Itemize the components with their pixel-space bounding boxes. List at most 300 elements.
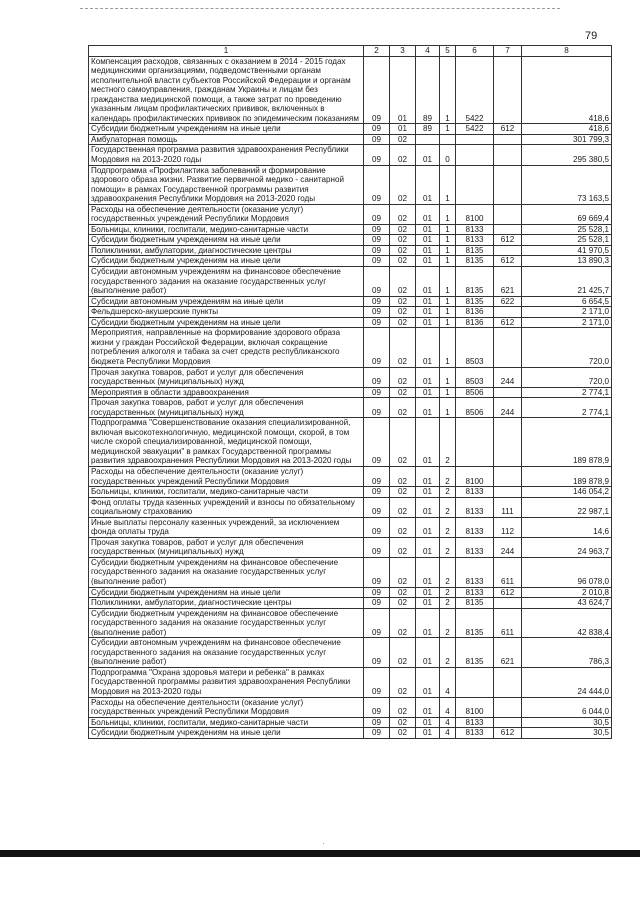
subsection-code: 02 [390, 387, 416, 398]
subprogram-code: 1 [440, 328, 456, 367]
item-name: Прочая закупка товаров, работ и услуг для обеспечения государственных (муниципальных) нужд [89, 537, 364, 557]
subsection-code: 02 [390, 608, 416, 638]
amount: 2 171,0 [522, 307, 612, 318]
target-article-code: 8133 [456, 517, 494, 537]
target-article-code: 8135 [456, 245, 494, 256]
target-article-code: 8135 [456, 256, 494, 267]
table-row [89, 517, 612, 537]
subsection-code: 02 [390, 224, 416, 235]
target-article-code: 8133 [456, 557, 494, 587]
target-article-code [456, 145, 494, 165]
target-article-code: 5422 [456, 56, 494, 124]
program-code: 01 [416, 497, 440, 517]
table-row [89, 638, 612, 668]
header-cell: 4 [416, 46, 440, 57]
budget-table [88, 45, 612, 739]
amount: 720,0 [522, 328, 612, 367]
table-row [89, 557, 612, 587]
item-name: Субсидии бюджетным учреждениям на иные цели [89, 587, 364, 598]
item-name: Фонд оплаты труда казенных учреждений и взносы по обязательному социальному страхованию [89, 497, 364, 517]
item-name: Субсидии бюджетным учреждениям на финансовое обеспечение государственного задания на оказание государственных услуг (выполнение работ) [89, 557, 364, 587]
section-code: 09 [364, 728, 390, 739]
amount: 24 444,0 [522, 667, 612, 697]
program-code: 01 [416, 367, 440, 387]
expense-type-code [494, 487, 522, 498]
target-article-code: 8133 [456, 224, 494, 235]
program-code: 01 [416, 145, 440, 165]
program-code: 01 [416, 667, 440, 697]
subsection-code: 02 [390, 697, 416, 717]
subsection-code: 02 [390, 165, 416, 204]
table-row [89, 387, 612, 398]
table-row [89, 598, 612, 609]
subsection-code: 02 [390, 667, 416, 697]
expense-type-code: 612 [494, 235, 522, 246]
subsection-code: 01 [390, 56, 416, 124]
target-article-code [456, 165, 494, 204]
expense-type-code: 612 [494, 587, 522, 598]
table-row [89, 224, 612, 235]
header-cell: 2 [364, 46, 390, 57]
subsection-code: 02 [390, 328, 416, 367]
subprogram-code: 2 [440, 418, 456, 467]
subprogram-code: 4 [440, 667, 456, 697]
target-article-code: 8135 [456, 608, 494, 638]
subprogram-code: 1 [440, 256, 456, 267]
subprogram-code: 2 [440, 537, 456, 557]
item-name: Субсидии автономным учреждениям на финансовое обеспечение государственного задания на оказание государственных услуг (выполнение работ) [89, 267, 364, 297]
section-code: 09 [364, 267, 390, 297]
expense-type-code [494, 418, 522, 467]
subprogram-code: 1 [440, 245, 456, 256]
amount: 301 799,3 [522, 134, 612, 145]
section-code: 09 [364, 134, 390, 145]
expense-type-code: 244 [494, 537, 522, 557]
item-name: Расходы на обеспечение деятельности (оказание услуг) государственных учреждений Республики Мордовия [89, 697, 364, 717]
program-code: 01 [416, 328, 440, 367]
amount: 25 528,1 [522, 224, 612, 235]
item-name: Поликлиники, амбулатории, диагностические центры [89, 245, 364, 256]
target-article-code: 8100 [456, 204, 494, 224]
expense-type-code: 621 [494, 638, 522, 668]
item-name: Компенсация расходов, связанных с оказанием в 2014 - 2015 годах медицинскими организациями, подведомственными органам исполнительной власти субъектов Российской Федерации и органам местного самоуправления, гражданам Украины и лицам без гражданства медицинской помощи, а также затрат по проведению указанным лицам профилактических прививок, включенных в календарь профилактических прививок по эпидемическим показаниям [89, 56, 364, 124]
section-code: 09 [364, 56, 390, 124]
expense-type-code: 244 [494, 398, 522, 418]
target-article-code: 8506 [456, 387, 494, 398]
bottom-scan-bar [0, 850, 640, 857]
expense-type-code [494, 145, 522, 165]
subsection-code: 02 [390, 317, 416, 328]
table-row [89, 165, 612, 204]
subsection-code: 02 [390, 134, 416, 145]
subsection-code: 02 [390, 717, 416, 728]
section-code: 09 [364, 557, 390, 587]
section-code: 09 [364, 717, 390, 728]
expense-type-code [494, 598, 522, 609]
subprogram-code: 2 [440, 497, 456, 517]
program-code: 01 [416, 267, 440, 297]
expense-type-code: 612 [494, 317, 522, 328]
section-code: 09 [364, 418, 390, 467]
section-code: 09 [364, 235, 390, 246]
expense-type-code [494, 165, 522, 204]
item-name: Мероприятия, направленные на формирование здорового образа жизни у граждан Российской Федерации, включая сокращение потребления алкоголя и табака за счет средств республиканского бюджета Республики Мордовия [89, 328, 364, 367]
expense-type-code [494, 245, 522, 256]
table-row [89, 367, 612, 387]
subsection-code: 02 [390, 466, 416, 486]
target-article-code: 8133 [456, 717, 494, 728]
program-code: 01 [416, 387, 440, 398]
amount: 189 878,9 [522, 466, 612, 486]
target-article-code: 8135 [456, 267, 494, 297]
expense-type-code: 612 [494, 124, 522, 135]
target-article-code: 8503 [456, 328, 494, 367]
amount: 418,6 [522, 56, 612, 124]
program-code: 01 [416, 245, 440, 256]
table-row [89, 717, 612, 728]
subprogram-code: 0 [440, 145, 456, 165]
subprogram-code: 1 [440, 267, 456, 297]
target-article-code: 5422 [456, 124, 494, 135]
table-row [89, 667, 612, 697]
amount: 69 669,4 [522, 204, 612, 224]
expense-type-code: 611 [494, 557, 522, 587]
amount: 24 963,7 [522, 537, 612, 557]
subsection-code: 02 [390, 235, 416, 246]
subsection-code: 02 [390, 517, 416, 537]
subprogram-code: 1 [440, 367, 456, 387]
subsection-code: 02 [390, 307, 416, 318]
target-article-code: 8135 [456, 598, 494, 609]
program-code: 01 [416, 638, 440, 668]
table-row [89, 256, 612, 267]
amount: 14,6 [522, 517, 612, 537]
header-cell: 6 [456, 46, 494, 57]
program-code: 01 [416, 728, 440, 739]
item-name: Подпрограмма "Охрана здоровья матери и ребенка" в рамках Государственной программы развития здравоохранения Республики Мордовия на 2013-2020 годы [89, 667, 364, 697]
expense-type-code: 621 [494, 267, 522, 297]
program-code: 01 [416, 608, 440, 638]
expense-type-code [494, 328, 522, 367]
subprogram-code: 2 [440, 608, 456, 638]
expense-type-code [494, 667, 522, 697]
item-name: Больницы, клиники, госпитали, медико-санитарные части [89, 224, 364, 235]
target-article-code [456, 134, 494, 145]
header-cell: 3 [390, 46, 416, 57]
table-row [89, 317, 612, 328]
amount: 13 890,3 [522, 256, 612, 267]
subprogram-code: 1 [440, 307, 456, 318]
subsection-code: 02 [390, 557, 416, 587]
target-article-code: 8133 [456, 497, 494, 517]
expense-type-code: 612 [494, 256, 522, 267]
section-code: 09 [364, 387, 390, 398]
subprogram-code: 1 [440, 296, 456, 307]
section-code: 09 [364, 256, 390, 267]
program-code: 01 [416, 204, 440, 224]
item-name: Больницы, клиники, госпитали, медико-санитарные части [89, 487, 364, 498]
table-row [89, 608, 612, 638]
expense-type-code [494, 717, 522, 728]
amount: 295 380,5 [522, 145, 612, 165]
target-article-code [456, 667, 494, 697]
target-article-code: 8133 [456, 487, 494, 498]
amount: 6 044,0 [522, 697, 612, 717]
section-code: 09 [364, 398, 390, 418]
subprogram-code: 2 [440, 517, 456, 537]
table-row [89, 267, 612, 297]
amount: 418,6 [522, 124, 612, 135]
table-row [89, 418, 612, 467]
amount: 25 528,1 [522, 235, 612, 246]
program-code: 01 [416, 517, 440, 537]
amount: 6 654,5 [522, 296, 612, 307]
table-body [89, 56, 612, 738]
section-code: 09 [364, 517, 390, 537]
subprogram-code: 1 [440, 165, 456, 204]
amount: 2 171,0 [522, 317, 612, 328]
subprogram-code: 2 [440, 487, 456, 498]
amount: 720,0 [522, 367, 612, 387]
table-row [89, 398, 612, 418]
subprogram-code: 1 [440, 317, 456, 328]
amount: 30,5 [522, 717, 612, 728]
subsection-code: 01 [390, 124, 416, 135]
program-code: 01 [416, 296, 440, 307]
subprogram-code: 1 [440, 387, 456, 398]
amount: 96 078,0 [522, 557, 612, 587]
subprogram-code: 2 [440, 557, 456, 587]
subprogram-code [440, 134, 456, 145]
table-row [89, 537, 612, 557]
table-row [89, 697, 612, 717]
expense-type-code: 111 [494, 497, 522, 517]
program-code: 01 [416, 418, 440, 467]
section-code: 09 [364, 487, 390, 498]
section-code: 09 [364, 224, 390, 235]
item-name: Мероприятия в области здравоохранения [89, 387, 364, 398]
program-code: 01 [416, 587, 440, 598]
program-code: 01 [416, 466, 440, 486]
subsection-code: 02 [390, 398, 416, 418]
subsection-code: 02 [390, 145, 416, 165]
amount: 2 774,1 [522, 387, 612, 398]
table-row [89, 56, 612, 124]
top-scan-line [80, 8, 560, 9]
item-name: Субсидии бюджетным учреждениям на иные цели [89, 235, 364, 246]
subsection-code: 02 [390, 256, 416, 267]
program-code: 01 [416, 598, 440, 609]
amount: 146 054,2 [522, 487, 612, 498]
target-article-code: 8136 [456, 317, 494, 328]
table-row [89, 245, 612, 256]
program-code: 01 [416, 307, 440, 318]
target-article-code: 8506 [456, 398, 494, 418]
table-row [89, 587, 612, 598]
amount: 43 624,7 [522, 598, 612, 609]
program-code: 01 [416, 165, 440, 204]
subsection-code: 02 [390, 728, 416, 739]
expense-type-code: 112 [494, 517, 522, 537]
item-name: Фельдшерско-акушерские пункты [89, 307, 364, 318]
section-code: 09 [364, 466, 390, 486]
program-code: 89 [416, 56, 440, 124]
expense-type-code [494, 224, 522, 235]
target-article-code: 8133 [456, 235, 494, 246]
section-code: 09 [364, 497, 390, 517]
section-code: 09 [364, 296, 390, 307]
expense-type-code [494, 134, 522, 145]
section-code: 09 [364, 307, 390, 318]
header-cell: 1 [89, 46, 364, 57]
target-article-code [456, 418, 494, 467]
target-article-code: 8100 [456, 466, 494, 486]
target-article-code: 8133 [456, 728, 494, 739]
subprogram-code: 2 [440, 638, 456, 668]
item-name: Иные выплаты персоналу казенных учреждений, за исключением фонда оплаты труда [89, 517, 364, 537]
subprogram-code: 1 [440, 124, 456, 135]
subprogram-code: 4 [440, 697, 456, 717]
subprogram-code: 2 [440, 587, 456, 598]
subsection-code: 02 [390, 296, 416, 307]
item-name: Подпрограмма "Совершенствование оказания специализированной, включая высокотехнологичную, медицинской помощи, скорой, в том числе скорой специализированной, медицинской помощи, медицинской эвакуации" в рамках Государственной программы развития здравоохранения Республики Мордовия на 2013-2020 годы [89, 418, 364, 467]
program-code: 01 [416, 256, 440, 267]
subprogram-code: 1 [440, 224, 456, 235]
target-article-code: 8135 [456, 638, 494, 668]
expense-type-code: 244 [494, 367, 522, 387]
expense-type-code [494, 56, 522, 124]
amount: 22 987,1 [522, 497, 612, 517]
section-code: 09 [364, 587, 390, 598]
program-code: 01 [416, 697, 440, 717]
item-name: Прочая закупка товаров, работ и услуг для обеспечения государственных (муниципальных) нужд [89, 367, 364, 387]
subprogram-code: 1 [440, 235, 456, 246]
amount: 73 163,5 [522, 165, 612, 204]
table-row [89, 466, 612, 486]
program-code: 01 [416, 557, 440, 587]
target-article-code: 8503 [456, 367, 494, 387]
page-number: 79 [585, 30, 598, 42]
item-name: Амбулаторная помощь [89, 134, 364, 145]
target-article-code: 8136 [456, 307, 494, 318]
amount: 42 838,4 [522, 608, 612, 638]
amount: 41 970,5 [522, 245, 612, 256]
program-code: 01 [416, 224, 440, 235]
target-article-code: 8100 [456, 697, 494, 717]
subsection-code: 02 [390, 367, 416, 387]
subprogram-code: 4 [440, 717, 456, 728]
expense-type-code [494, 466, 522, 486]
header-cell: 8 [522, 46, 612, 57]
section-code: 09 [364, 328, 390, 367]
target-article-code: 8135 [456, 296, 494, 307]
item-name: Субсидии бюджетным учреждениям на иные цели [89, 728, 364, 739]
subprogram-code: 1 [440, 204, 456, 224]
section-code: 09 [364, 697, 390, 717]
subprogram-code: 2 [440, 466, 456, 486]
header-cell: 7 [494, 46, 522, 57]
expense-type-code [494, 204, 522, 224]
program-code: 01 [416, 487, 440, 498]
table-row [89, 145, 612, 165]
item-name: Субсидии бюджетным учреждениям на иные цели [89, 317, 364, 328]
section-code: 09 [364, 598, 390, 609]
program-code [416, 134, 440, 145]
section-code: 09 [364, 667, 390, 697]
item-name: Больницы, клиники, госпитали, медико-санитарные части [89, 717, 364, 728]
expense-type-code [494, 697, 522, 717]
item-name: Субсидии бюджетным учреждениям на финансовое обеспечение государственного задания на оказание государственных услуг (выполнение работ) [89, 608, 364, 638]
subsection-code: 02 [390, 638, 416, 668]
table-row [89, 204, 612, 224]
item-name: Расходы на обеспечение деятельности (оказание услуг) государственных учреждений Республики Мордовия [89, 204, 364, 224]
program-code: 01 [416, 398, 440, 418]
table-row [89, 487, 612, 498]
subsection-code: 02 [390, 245, 416, 256]
section-code: 09 [364, 638, 390, 668]
item-name: Расходы на обеспечение деятельности (оказание услуг) государственных учреждений Республики Мордовия [89, 466, 364, 486]
program-code: 01 [416, 235, 440, 246]
section-code: 09 [364, 317, 390, 328]
section-code: 09 [364, 204, 390, 224]
subsection-code: 02 [390, 204, 416, 224]
section-code: 09 [364, 124, 390, 135]
section-code: 09 [364, 145, 390, 165]
scan-mark: · [322, 839, 325, 848]
amount: 189 878,9 [522, 418, 612, 467]
subsection-code: 02 [390, 497, 416, 517]
subprogram-code: 2 [440, 598, 456, 609]
target-article-code: 8133 [456, 537, 494, 557]
item-name: Государственная программа развития здравоохранения Республики Мордовия на 2013-2020 годы [89, 145, 364, 165]
section-code: 09 [364, 367, 390, 387]
section-code: 09 [364, 245, 390, 256]
program-code: 01 [416, 537, 440, 557]
amount: 2 774,1 [522, 398, 612, 418]
section-code: 09 [364, 608, 390, 638]
subsection-code: 02 [390, 267, 416, 297]
subsection-code: 02 [390, 587, 416, 598]
subsection-code: 02 [390, 598, 416, 609]
section-code: 09 [364, 165, 390, 204]
subprogram-code: 1 [440, 56, 456, 124]
item-name: Прочая закупка товаров, работ и услуг для обеспечения государственных (муниципальных) нужд [89, 398, 364, 418]
amount: 2 010,8 [522, 587, 612, 598]
table-row [89, 124, 612, 135]
program-code: 01 [416, 317, 440, 328]
table-row [89, 235, 612, 246]
item-name: Субсидии бюджетным учреждениям на иные цели [89, 256, 364, 267]
item-name: Поликлиники, амбулатории, диагностические центры [89, 598, 364, 609]
amount: 786,3 [522, 638, 612, 668]
subsection-code: 02 [390, 537, 416, 557]
subprogram-code: 1 [440, 398, 456, 418]
program-code: 89 [416, 124, 440, 135]
table-row [89, 728, 612, 739]
item-name: Подпрограмма «Профилактика заболеваний и формирование здорового образа жизни. Развитие первичной медико - санитарной помощи» в рамках Государственной программы развития здравоохранения Республики Мордовия на 2013-2020 годы [89, 165, 364, 204]
amount: 21 425,7 [522, 267, 612, 297]
table-row [89, 307, 612, 318]
header-row [89, 46, 612, 57]
table-row [89, 134, 612, 145]
header-cell: 5 [440, 46, 456, 57]
expense-type-code: 612 [494, 728, 522, 739]
table-row [89, 328, 612, 367]
subprogram-code: 4 [440, 728, 456, 739]
item-name: Субсидии автономным учреждениям на финансовое обеспечение государственного задания на оказание государственных услуг (выполнение работ) [89, 638, 364, 668]
expense-type-code [494, 387, 522, 398]
section-code: 09 [364, 537, 390, 557]
